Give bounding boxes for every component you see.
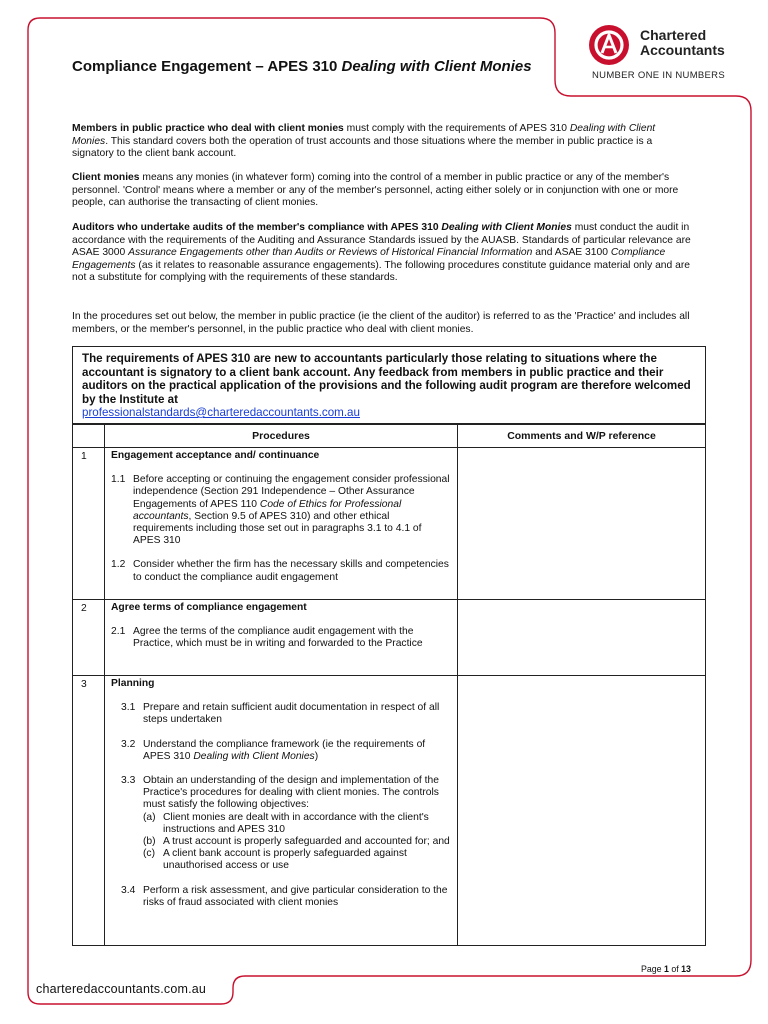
step-number: 1.1	[111, 474, 126, 486]
step-text-part: )	[314, 750, 319, 762]
p3-text1: must conduct the audit in accordance with the requirements of the Auditing and Assurance Standards issued by the AUASB. Standards of particular relevance are ASAE 3000	[72, 222, 691, 258]
table-header-row	[73, 425, 706, 448]
page-total: 13	[681, 964, 691, 974]
ca-logo-icon	[588, 24, 630, 66]
section-number: 2	[73, 600, 105, 676]
procedure-step	[105, 626, 457, 650]
p3-text3: (as it relates to reasonable assurance engagements). The following procedures constitute guidance material only and are not a substitute for complying with the requirements of these standards.	[72, 259, 690, 283]
procedure-step	[105, 739, 457, 763]
step-text	[143, 775, 457, 873]
p1-text: must comply with the requirements of APES 310	[343, 123, 570, 134]
sub-label: (c)	[143, 848, 156, 860]
brand-name-line1: Chartered	[640, 27, 707, 43]
section-number: 3	[73, 676, 105, 946]
sub-objective	[143, 812, 451, 836]
feedback-notice-text: The requirements of APES 310 are new to accountants particularly those relating to situations where the accountant is signatory to a client bank account. Any feedback from members in public practice and their auditors on the practical application of the provisions and the following audit program are therefore welcomed by the Institute at	[82, 352, 691, 406]
step-text	[133, 559, 457, 583]
page-title	[72, 58, 532, 75]
step-text-part: Agree the terms of the compliance audit engagement with the Practice, which must be in writing and forwarded to the Practice	[133, 626, 423, 650]
intro-paragraph-2	[72, 172, 692, 210]
step-text-italic: Dealing with Client Monies	[193, 750, 315, 762]
p2-text: means any monies (in whatever form) coming into the control of a member in public practice or any of the member's personnel. 'Control' means where a member or any of the member's personnel, acting either solely or in conjunction with one or more people, can authorise the transacting of client monies.	[72, 172, 679, 208]
title-prefix: Compliance Engagement – APES 310	[72, 58, 342, 75]
intro-paragraph-3	[72, 222, 692, 285]
brand-name-line2: Accountants	[640, 42, 725, 58]
header-comments: Comments and W/P reference	[458, 425, 706, 448]
p3-bold: Auditors who undertake audits of the member's compliance with APES 310	[72, 222, 442, 233]
step-text-part: Understand the compliance framework (ie the requirements of APES 310	[143, 738, 426, 762]
step-text	[143, 702, 457, 726]
step-text-part: Obtain an understanding of the design and implementation of the Practice's procedures for dealing with client monies. The controls must satisfy the following objectives:	[143, 775, 439, 811]
section-number: 1	[73, 448, 105, 600]
procedure-step	[105, 775, 457, 873]
table-row	[73, 448, 706, 600]
header-number-cell	[73, 425, 105, 448]
step-text-part: Consider whether the firm has the necessary skills and competencies to conduct the compliance audit engagement	[133, 559, 449, 583]
sub-text: A client bank account is properly safeguarded against unauthorised access or use	[163, 848, 407, 872]
step-text	[133, 626, 457, 650]
step-text-part: Before accepting or continuing the engagement consider professional independence (Section 291 Independence – Other Assurance Engagements of APES 110	[133, 474, 450, 510]
sub-text: A trust account is properly safeguarded and accounted for; and	[163, 836, 450, 848]
comments-cell[interactable]	[458, 676, 706, 946]
procedure-cell	[105, 676, 458, 946]
procedure-step	[105, 474, 457, 547]
step-number: 3.4	[121, 884, 136, 896]
p3-italic1: Assurance Engagements other than Audits or Reviews of Historical Financial Information	[128, 247, 533, 258]
p3-text2: and ASAE 3100	[532, 247, 611, 258]
intro-paragraph-4: In the procedures set out below, the member in public practice (ie the client of the auditor) is referred to as the 'Practice' and includes all members, or the member's personnel, in the public practice who deal with client monies.	[72, 311, 690, 335]
section-title: Planning	[111, 678, 155, 689]
brand-name	[640, 28, 725, 58]
section-title: Agree terms of compliance engagement	[111, 602, 307, 613]
footer-website[interactable]: charteredaccountants.com.au	[36, 982, 207, 996]
step-number: 2.1	[111, 626, 126, 638]
comments-cell[interactable]	[458, 448, 706, 600]
page-number	[641, 964, 691, 974]
procedure-cell	[105, 600, 458, 676]
page-label: Page	[641, 964, 664, 974]
page-of: of	[668, 964, 682, 974]
page-current: 1	[664, 964, 669, 974]
step-text-part: Perform a risk assessment, and give particular consideration to the risks of fraud associated with client monies	[143, 884, 448, 908]
title-italic: Dealing with Client Monies	[341, 58, 532, 75]
sub-label: (a)	[143, 811, 156, 823]
p2-bold: Client monies	[72, 172, 140, 183]
procedure-cell	[105, 448, 458, 600]
p3-bold-italic: Dealing with Client Monies	[441, 222, 572, 233]
brand-tagline: NUMBER ONE IN NUMBERS	[592, 70, 725, 81]
step-number: 3.3	[121, 775, 136, 787]
header-procedures: Procedures	[105, 425, 458, 448]
table-row	[73, 676, 706, 946]
step-number: 1.2	[111, 559, 126, 571]
step-text-italic: Code of Ethics for Professional accountants	[133, 498, 402, 522]
p1-italic: Dealing with Client Monies	[72, 123, 656, 147]
p1-bold: Members in public practice who deal with client monies	[72, 123, 344, 134]
brand-logo	[588, 24, 748, 86]
step-text	[143, 885, 457, 909]
sub-label: (b)	[143, 836, 156, 848]
step-text-part: Prepare and retain sufficient audit documentation in respect of all steps undertaken	[143, 702, 440, 726]
table-row	[73, 600, 706, 676]
procedures-table	[72, 424, 706, 946]
procedure-step	[105, 559, 457, 583]
step-number: 3.1	[121, 702, 136, 714]
sub-objective	[143, 848, 451, 872]
procedure-step	[105, 885, 457, 909]
sub-text: Client monies are dealt with in accordance with the client's instructions and APES 310	[163, 811, 429, 835]
step-text	[133, 474, 457, 547]
intro-paragraph-1	[72, 123, 692, 161]
p1-rest: . This standard covers both the operation of trust accounts and those situations where the member in public practice is a signatory to the client bank account.	[72, 135, 653, 159]
procedure-step	[105, 702, 457, 726]
step-number: 3.2	[121, 738, 136, 750]
p3-italic2: Compliance Engagements	[72, 247, 666, 271]
comments-cell[interactable]	[458, 600, 706, 676]
feedback-email-link[interactable]: professionalstandards@charteredaccountants.com.au	[82, 406, 360, 419]
step-text	[143, 739, 457, 763]
step-text-part: , Section 9.5 of APES 310) and other ethical requirements including those set out in paragraphs 3.1 to 4.1 of APES 310	[133, 510, 422, 547]
section-title: Engagement acceptance and/ continuance	[111, 450, 320, 461]
sub-objective	[143, 836, 451, 848]
